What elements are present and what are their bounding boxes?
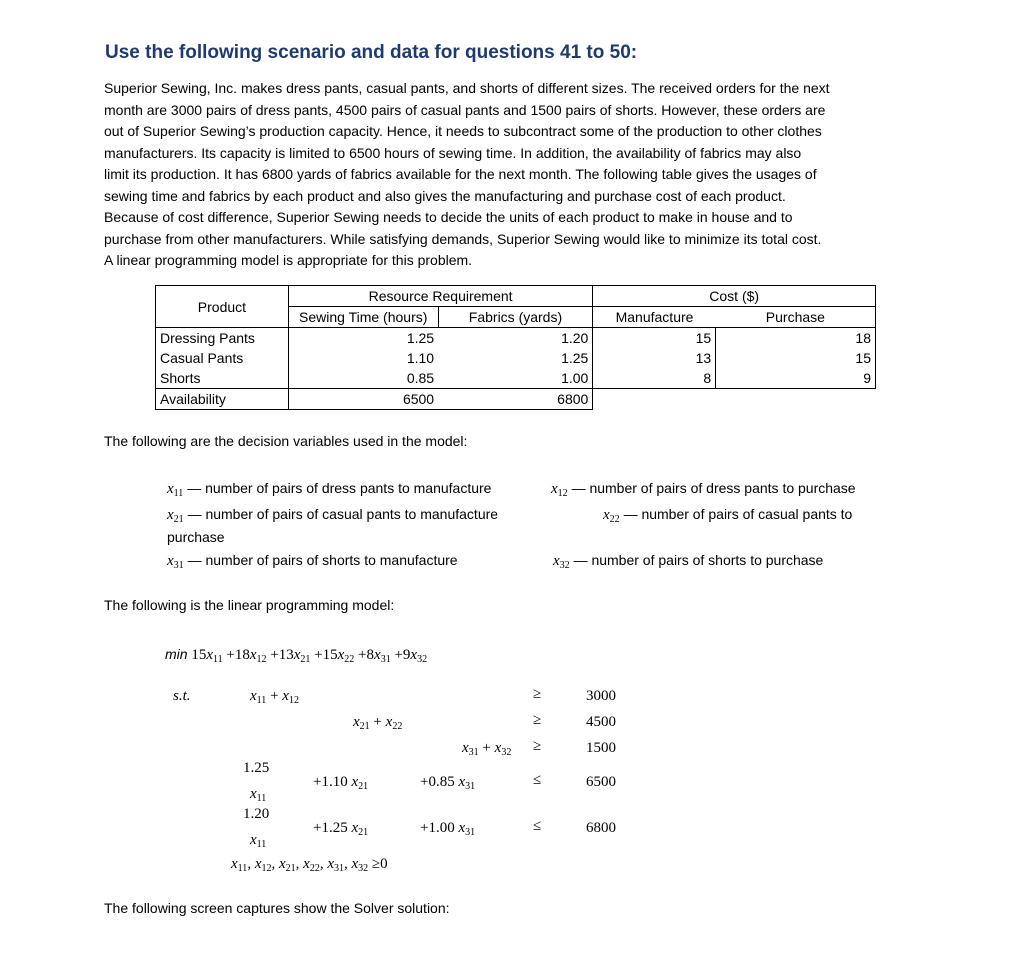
product-header: Product [156, 286, 289, 328]
constraint-3-sign: ≥ [533, 738, 542, 754]
manufacture-cost: 8 [593, 368, 716, 389]
table-row [156, 328, 876, 349]
sewing-value: 1.25 [406, 330, 435, 346]
decision-var-x11: $x_{11}$ — number of pairs of dress pants to manufacture [167, 480, 492, 499]
availability-sewing: 6500 [288, 389, 438, 410]
availability-row [156, 389, 876, 410]
sewing-value: 0.85 [288, 368, 438, 389]
lp-intro: The following is the linear programming model: [104, 597, 395, 613]
solver-intro: The following screen captures show the Solver solution: [104, 900, 450, 916]
scenario-paragraph [104, 78, 924, 272]
paragraph-line: limit its production. It has 6800 yards of fabrics available for the next month. The following table gives the usages of [104, 166, 817, 182]
constraint-3-rhs: 1500 [586, 740, 616, 756]
paragraph-line: manufacturers. Its capacity is limited to 6500 hours of sewing time. In addition, the availability of fabrics may also [104, 144, 802, 161]
fabrics-header: Fabrics (yards) [438, 307, 593, 328]
non-negativity-constraint: $x_{11}$, $x_{12}$, $x_{21}$, $x_{22}$, $x_{31}$, $x_{32} \ge 0$ [231, 856, 388, 874]
table-row [156, 348, 876, 368]
decision-var-x12: $x_{12}$ — number of pairs of dress pants to purchase [551, 480, 856, 499]
decision-var-x32: $x_{32}$ — number of pairs of shorts to purchase [553, 552, 824, 571]
resource-cost-table [155, 285, 876, 410]
constraint-2-lhs: $x_{21} + x_{22}$ [353, 714, 403, 732]
purchase-cost: 18 [716, 328, 876, 349]
constraint-1-sign: ≥ [533, 686, 542, 702]
paragraph-line: A linear programming model is appropriate for this problem. [104, 252, 473, 268]
fabrics-value: 1.20 [438, 328, 593, 349]
st-label: s.t. [173, 688, 191, 704]
paragraph-line: out of Superior Sewing’s production capacity. Hence, it needs to subcontract some of the production to other clothes [104, 123, 822, 139]
constraint-4-rhs: 6500 [586, 774, 616, 790]
purchase-cost: 15 [716, 348, 876, 368]
paragraph-line: purchase from other manufacturers. While satisfying demands, Superior Sewing would like to minimize its total cost. [104, 230, 822, 247]
constraint-3-lhs: $x_{31} + x_{32}$ [462, 740, 512, 758]
constraint-5-coef-x11: 1.20 [243, 806, 270, 822]
paragraph-line: Superior Sewing, Inc. makes dress pants, casual pants, and shorts of different sizes. The received orders for the next [104, 80, 830, 96]
constraint-4-sign: ≤ [533, 772, 542, 788]
constraint-2-sign: ≥ [533, 712, 542, 728]
objective-function: $\min 15x_{11} +18x_{12} +13x_{21} +15x_{22} +8x_{31} +9x_{32}$ [165, 646, 428, 665]
sewing-value: 1.10 [406, 350, 435, 366]
constraint-4-coef-x11: 1.25 [243, 760, 270, 776]
purchase-header: Purchase [716, 307, 876, 328]
product-name: Dressing Pants [156, 328, 289, 349]
table-row [156, 368, 876, 389]
cost-header: Cost ($) [593, 286, 876, 307]
decision-intro: The following are the decision variables used in the model: [104, 433, 468, 449]
manufacture-cost: 13 [593, 348, 716, 368]
sewing-header: Sewing Time (hours) [288, 307, 438, 328]
fabrics-value: 1.00 [438, 368, 593, 389]
fabrics-value: 1.25 [438, 348, 593, 368]
product-name: Shorts [156, 368, 289, 389]
paragraph-line: sewing time and fabrics by each product and also gives the manufacturing and purchase cost of each product. [104, 187, 786, 204]
constraint-5-term-x21: +1.25 $x_{21}$ [313, 820, 369, 838]
paragraph-line: month are 3000 pairs of dress pants, 4500 pairs of casual pants and 1500 pairs of shorts. However, these orders are [104, 101, 826, 118]
constraint-5-sign: ≤ [533, 818, 542, 834]
decision-var-x21: $x_{21}$ — number of pairs of casual pants to manufacture [167, 506, 499, 525]
constraint-4-term-x31: +0.85 $x_{31}$ [420, 774, 476, 792]
constraint-5-term-x31: +1.00 $x_{31}$ [420, 820, 476, 838]
paragraph-line: Because of cost difference, Superior Sewing needs to decide the units of each product to make in house and to [104, 209, 793, 225]
constraint-4-term-x21: +1.10 $x_{21}$ [313, 774, 369, 792]
section-heading: Use the following scenario and data for questions 41 to 50: [105, 42, 638, 63]
availability-label: Availability [156, 389, 289, 410]
product-name: Casual Pants [156, 348, 289, 368]
manufacture-cost: 15 [593, 328, 716, 349]
decision-var-x22: $x_{22}$ — number of pairs of casual pants to [603, 506, 853, 525]
decision-var-x22-cont: purchase [167, 529, 225, 545]
constraint-5-var-x11: $x_{11}$ [250, 832, 267, 850]
purchase-cost: 9 [716, 368, 876, 389]
constraint-2-rhs: 4500 [586, 714, 616, 730]
constraint-5-rhs: 6800 [586, 820, 616, 836]
manufacture-header: Manufacture [593, 307, 716, 328]
resource-header: Resource Requirement [288, 286, 592, 307]
constraint-1-lhs: $x_{11} + x_{12}$ [250, 688, 299, 706]
availability-fabrics: 6800 [438, 389, 593, 410]
constraint-4-var-x11: $x_{11}$ [250, 786, 267, 804]
constraint-1-rhs: 3000 [586, 688, 616, 704]
decision-var-x31: $x_{31}$ — number of pairs of shorts to manufacture [167, 552, 458, 571]
